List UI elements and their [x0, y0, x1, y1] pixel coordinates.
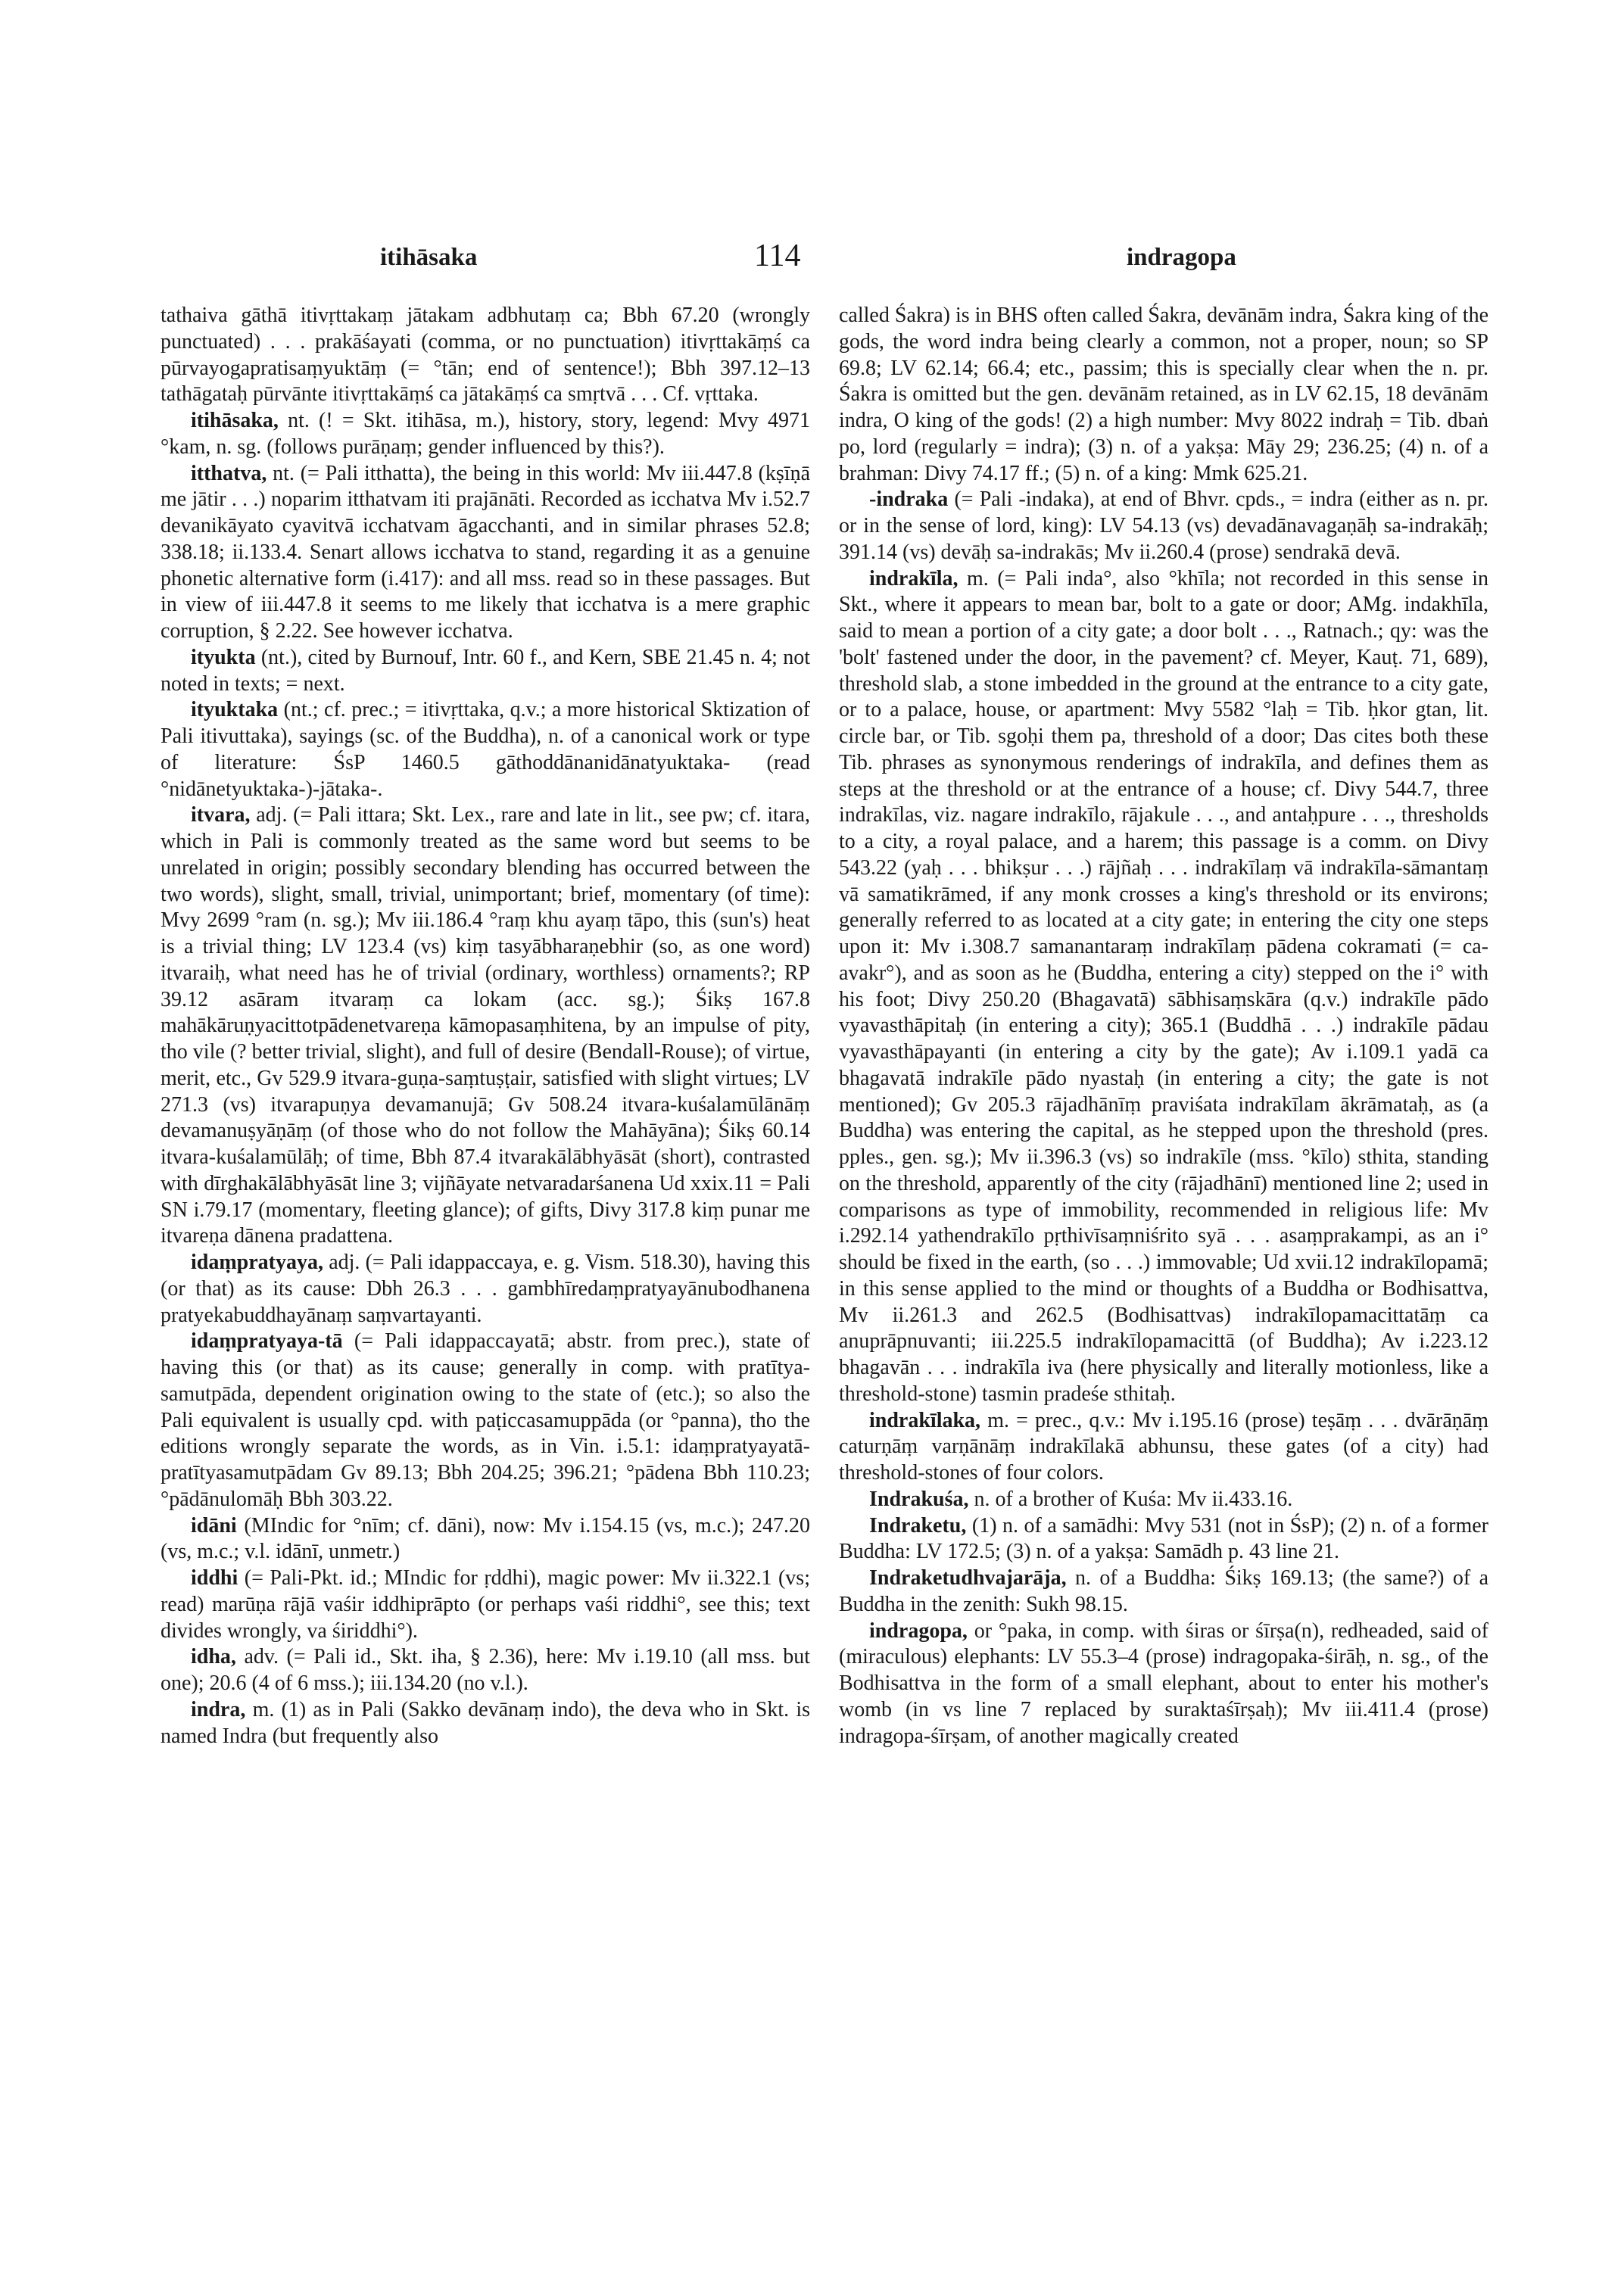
dictionary-entry — [161, 802, 810, 1250]
dictionary-entry — [839, 1513, 1488, 1566]
entry-text: (= Pali -indaka), at end of Bhvr. cpds., = indra (either as n. pr. or in the sense of lord, king): LV 54.13 (vs) devadānavagaṇāḥ sa-indrakāḥ; 391.14 (vs) devāḥ sa-indrakās; Mv ii.260.4 (prose) sendrakā devā. — [839, 488, 1489, 564]
entry-text: (MIndic for °nīm; cf. dāni), now: Mv i.154.15 (vs, m.c.); 247.20 (vs, m.c.; v.l. idānī, unmetr.) — [161, 1513, 810, 1564]
left-guide-word: itihāsaka — [380, 244, 478, 271]
dictionary-entry — [839, 566, 1488, 1408]
entry-headword: idāni — [191, 1513, 237, 1537]
entry-text: adj. (= Pali ittara; Skt. Lex., rare and late in lit., see pw; cf. itara, which in Pali is commonly treated as the same word but seems to be unrelated in origin; possibly secondary blending has occurred between the two words), slight, small, trivial, unimportant; brief, momentary (of time): Mvy 2699 °ram (n. sg.); Mv iii.186.4 °raṃ khu ayaṃ tāpo, this (sun's) heat is a trivial thing; LV 123.4 (vs) kiṃ tasyābharaṇebhir (so, as one word) itvaraiḥ, what need has he of trivial (ordinary, worthless) ornaments?; RP 39.12 asāram itvaraṃ ca lokam (acc. sg.); Śikṣ 167.8 mahākāruṇyacittotpādenetvareṇa kāmopasaṃhitena, by an impulse of pity, tho vile (? better trivial, slight), and full of desire (Bendall-Rouse); of virtue, merit, etc., Gv 529.9 itvara-guṇa-saṃtuṣṭair, satisfied with slight virtues; LV 271.3 (vs) itvarapuṇya devamanujā; Gv 508.24 itvara-kuśalamūlānāṃ devamanuṣyāṇāṃ (of those who do not follow the Mahāyāna); Śikṣ 60.14 itvara-kuśalamūlāḥ; of time, Bbh 87.4 itvarakālābhyāsāt (short), contrasted with dīrghakālābhyāsāt line 3; vijñāyate netvaradarśanena Ud xxix.11 = Pali SN i.79.17 (momentary, fleeting glance); of gifts, Divy 317.8 kiṃ punar me itvareṇa dānena pradattena. — [161, 803, 811, 1248]
right-guide-word: indragopa — [1127, 244, 1236, 271]
entry-headword: -indraka — [869, 488, 949, 512]
entry-headword: iddhi — [191, 1566, 238, 1590]
entry-text: or °paka, in comp. with śiras or śīrṣa(n), redheaded, said of (miraculous) elephants: LV 55.3–4 (prose) indragopaka-śirāḥ, n. sg., of the Bodhisattva in the form of a small elephant, about to enter his mother's womb (in vs line 7 replaced by suraktaśīrṣaḥ); Mv iii.411.4 (prose) indragopa-śīrṣam, of another magically created — [839, 1618, 1489, 1748]
dictionary-entry — [839, 1487, 1488, 1513]
dictionary-entry — [161, 1250, 810, 1329]
entry-headword: itihāsaka, — [191, 409, 279, 432]
dictionary-entry — [161, 1644, 810, 1697]
dictionary-entry — [161, 697, 810, 802]
entry-headword: ityukta — [191, 645, 256, 669]
entry-headword: idaṃpratyaya, — [191, 1251, 323, 1274]
entry-text: (nt.; cf. prec.; = itivṛttaka, q.v.; a more historical Sktization of Pali itivuttaka), sayings (sc. of the Buddha), n. of a canonical work or type of literature: ŚsP 1460.5 gāthoddānanidānatyuktaka- (read °nidānetyuktaka-)-jātaka-. — [161, 698, 811, 801]
entry-headword: Indraketu, — [869, 1513, 967, 1537]
entry-headword: Indrakuśa, — [869, 1487, 969, 1511]
entry-headword: indragopa, — [869, 1618, 968, 1643]
entry-headword: ityuktaka — [191, 698, 279, 722]
dictionary-entry — [839, 1566, 1488, 1618]
dictionary-entry — [161, 1697, 810, 1750]
dictionary-entry — [839, 303, 1488, 487]
entry-text: adv. (= Pali id., Skt. iha, § 2.36), here: Mv i.19.10 (all mss. but one); 20.6 (4 of 6 mss.); iii.134.20 (no v.l.). — [161, 1645, 811, 1695]
right-column — [839, 303, 1488, 1749]
entry-text: (= Pali-Pkt. id.; MIndic for ṛddhi), magic power: Mv ii.322.1 (vs; read) marūṇa rājā vaśir iddhiprāpto (or perhaps vaśi riddhi°, see this; text divides wrongly, va śiriddhi°). — [161, 1566, 810, 1643]
left-column — [161, 303, 810, 1749]
entry-text: m. = prec., q.v.: Mv i.195.16 (prose) teṣāṃ . . . dvārāṇāṃ caturṇāṃ varṇānāṃ indrakīlakā abhunsu, these gates (of a city) had threshold-stones of four colors. — [839, 1408, 1489, 1485]
entry-text: n. of a brother of Kuśa: Mv ii.433.16. — [974, 1487, 1293, 1511]
entry-text: (= Pali idappaccayatā; abstr. from prec.), state of having this (or that) as its cause; generally in comp. with pratītya-samutpāda, dependent origination owing to the state of (etc.); so also the Pali equivalent is usually cpd. with paṭiccasamuppāda (or °panna), tho the editions wrongly separate the words, as in Vin. i.5.1: idaṃpratyayatā-pratītyasamutpādam Gv 89.13; Bbh 204.25; 396.21; °pādena Bbh 110.23; °pādānulomāḥ Bbh 303.22. — [161, 1329, 810, 1511]
dictionary-entry — [161, 303, 810, 408]
entry-text: m. (= Pali inda°, also °khīla; not recorded in this sense in Skt., where it appears to mean bar, bolt to a gate or door; AMg. indakhīla, said to mean a portion of a city gate; a door bolt . . ., Ratnach.; qy: was the 'bolt' fastened under the door, in the pavement? cf. Meyer, Kauṭ. 71, 689), threshold slab, a stone imbedded in the ground at the entrance to a city gate, or to a palace, house, or apartment: Mvy 5582 °laḥ = Tib. ḥkor gtan, lit. circle bar, or Tib. sgoḥi them pa, threshold of a door; Das cites both these Tib. phrases as synonymous renderings of indrakīla, and defines them as steps at the threshold or at the entrance of a house; cf. Divy 544.7, three indrakīlas, viz. nagare indrakīlo, rājakule . . ., and antaḥpure . . ., thresholds to a city, a royal palace, and a harem; this passage is a comm. on Divy 543.22 (yaḥ . . . bhikṣur . . .) rājñaḥ . . . indrakīlaṃ vā indrakīla-sāmantaṃ vā samatikrāmed, if any monk crosses a king's threshold or its environs; generally referred to as located at a city gate; in entering the city one steps upon it: Mv i.308.7 samanantaraṃ indrakīlaṃ pādena cokramati (= ca-avakr°), and as soon as he (Buddha, entering a city) stepped on the i° with his foot; Divy 250.20 (Bhagavatā) sābhisaṃskāra (q.v.) indrakīle pādo vyavasthāpitaḥ (in entering a city); 365.1 (Buddhā . . .) indrakīle pādau vyavasthāpayanti (in entering a city by the gate); Av i.109.1 yadā ca bhagavatā indrakīle pādo nyastaḥ (in entering a city; the gate is not mentioned); Gv 205.3 rājadhānīṃ praviśata indrakīlam ākrāmataḥ, as (a Buddha) was entering the capital, as he stepped upon the threshold (pres. pples., gen. sg.); Mv ii.396.3 (vs) so indrakīle (mss. °kīlo) sthita, standing on the threshold, apparently of the city (rājadhānī) mentioned line 2; used in comparisons as type of immobility, recommended in religious life: Mv i.292.14 yathendrakīlo pṛthivīsaṃniśrito syā . . . asaṃprakampi, as an i° should be fixed in the earth, (so . . .) immovable; Ud xvii.12 indrakīlopamā; in this sense applied to the mind or thoughts of a Buddha or Bodhisattva, Mv ii.261.3 and 262.5 (Bodhisattvas) indrakīlopamacittatāṃ ca anuprāpnuvanti; iii.225.5 indrakīlopamacittā (of Buddha); Av i.223.12 bhagavān . . . indrakīla iva (here physically and literally motionless, like a threshold-stone) tasmin pradeśe sthitaḥ. — [839, 566, 1489, 1406]
dictionary-entry — [161, 645, 810, 698]
entry-text: nt. (= Pali itthatta), the being in this world: Mv iii.447.8 (kṣīṇā me jātir . . .) noparim itthatvam iti prajānāti. Recorded as icchatva Mv i.52.7 devanikāyato cyavitvā icchatvam āgacchanti, and in similar phrases 52.8; 338.18; ii.133.4. Senart allows icchatva to stand, regarding it as a genuine phonetic alternative form (i.417): and all mss. read so in these passages. But in view of iii.447.8 it seems to me likely that icchatva is a mere graphic corruption, § 2.22. See however icchatva. — [161, 461, 810, 643]
dictionary-entry — [161, 461, 810, 645]
dictionary-entry — [839, 487, 1488, 565]
entry-headword: indra, — [191, 1697, 246, 1721]
entry-text: (1) n. of a samādhi: Mvy 531 (not in ŚsP); (2) n. of a former Buddha: LV 172.5; (3) n. of a yakṣa: Samādh p. 43 line 21. — [839, 1513, 1489, 1564]
dictionary-entry — [161, 1329, 810, 1513]
entry-text: (nt.), cited by Burnouf, Intr. 60 f., and Kern, SBE 21.45 n. 4; not noted in texts; = next. — [161, 645, 811, 696]
entry-text: nt. (! = Skt. itihāsa, m.), history, story, legend: Mvy 4971 °kam, n. sg. (follows purāṇaṃ; gender influenced by this?). — [161, 409, 811, 459]
dictionary-entry — [839, 1618, 1488, 1750]
dictionary-entry — [161, 1566, 810, 1644]
dictionary-entry — [161, 1513, 810, 1566]
entry-headword: itthatva, — [191, 461, 267, 485]
entry-text: m. (1) as in Pali (Sakko devānaṃ indo), the deva who in Skt. is named Indra (but frequently also — [161, 1697, 811, 1748]
entry-headword: itvara, — [191, 803, 251, 827]
entry-headword: indrakīla, — [869, 566, 959, 590]
entry-text: called Śakra) is in BHS often called Śakra, devānām indra, Śakra king of the gods, the word indra being clearly a common, not a proper, noun; so SP 69.8; LV 62.14; 66.4; etc., passim; this is specially clear when the n. pr. Śakra is omitted but the gen. devānām retained, as in LV 62.15, 18 devānām indra, O king of the gods! (2) a high number: Mvy 8022 indraḥ = Tib. dbaṅ po, lord (regularly = indra); (3) n. of a yakṣa: Māy 29; 236.25; (4) n. of a brahman: Divy 74.17 ff.; (5) n. of a king: Mmk 625.21. — [839, 304, 1488, 485]
entry-headword: indrakīlaka, — [869, 1408, 981, 1432]
page-number: 114 — [754, 238, 801, 273]
entry-headword: idha, — [191, 1645, 236, 1669]
dictionary-entry — [161, 408, 810, 461]
dictionary-entry — [839, 1408, 1488, 1487]
entry-headword: idaṃpratyaya-tā — [191, 1329, 343, 1354]
entry-text: adj. (= Pali idappaccaya, e. g. Vism. 518.30), having this (or that) as its cause: Dbh 26.3 . . . gambhīredaṃpratyayānubodhanena pratyekabuddhayānaṃ saṃvartayanti. — [161, 1251, 810, 1327]
entry-headword: Indraketudhvajarāja, — [869, 1566, 1067, 1590]
entry-text: tathaiva gāthā itivṛttakaṃ jātakam adbhutaṃ ca; Bbh 67.20 (wrongly punctuated) . . . prakāśayati (comma, or no punctuation) itivṛttakāṃś ca pūrvayogapratisaṃyuktāṃ (= °tān; end of sentence!); Bbh 397.12–13 tathāgataḥ pūrvānte itivṛttakāṃś ca jātakāṃś ca smṛtvā . . . Cf. vṛttaka. — [161, 304, 810, 407]
entry-text: n. of a Buddha: Śikṣ 169.13; (the same?) of a Buddha in the zenith: Sukh 98.15. — [839, 1566, 1488, 1616]
